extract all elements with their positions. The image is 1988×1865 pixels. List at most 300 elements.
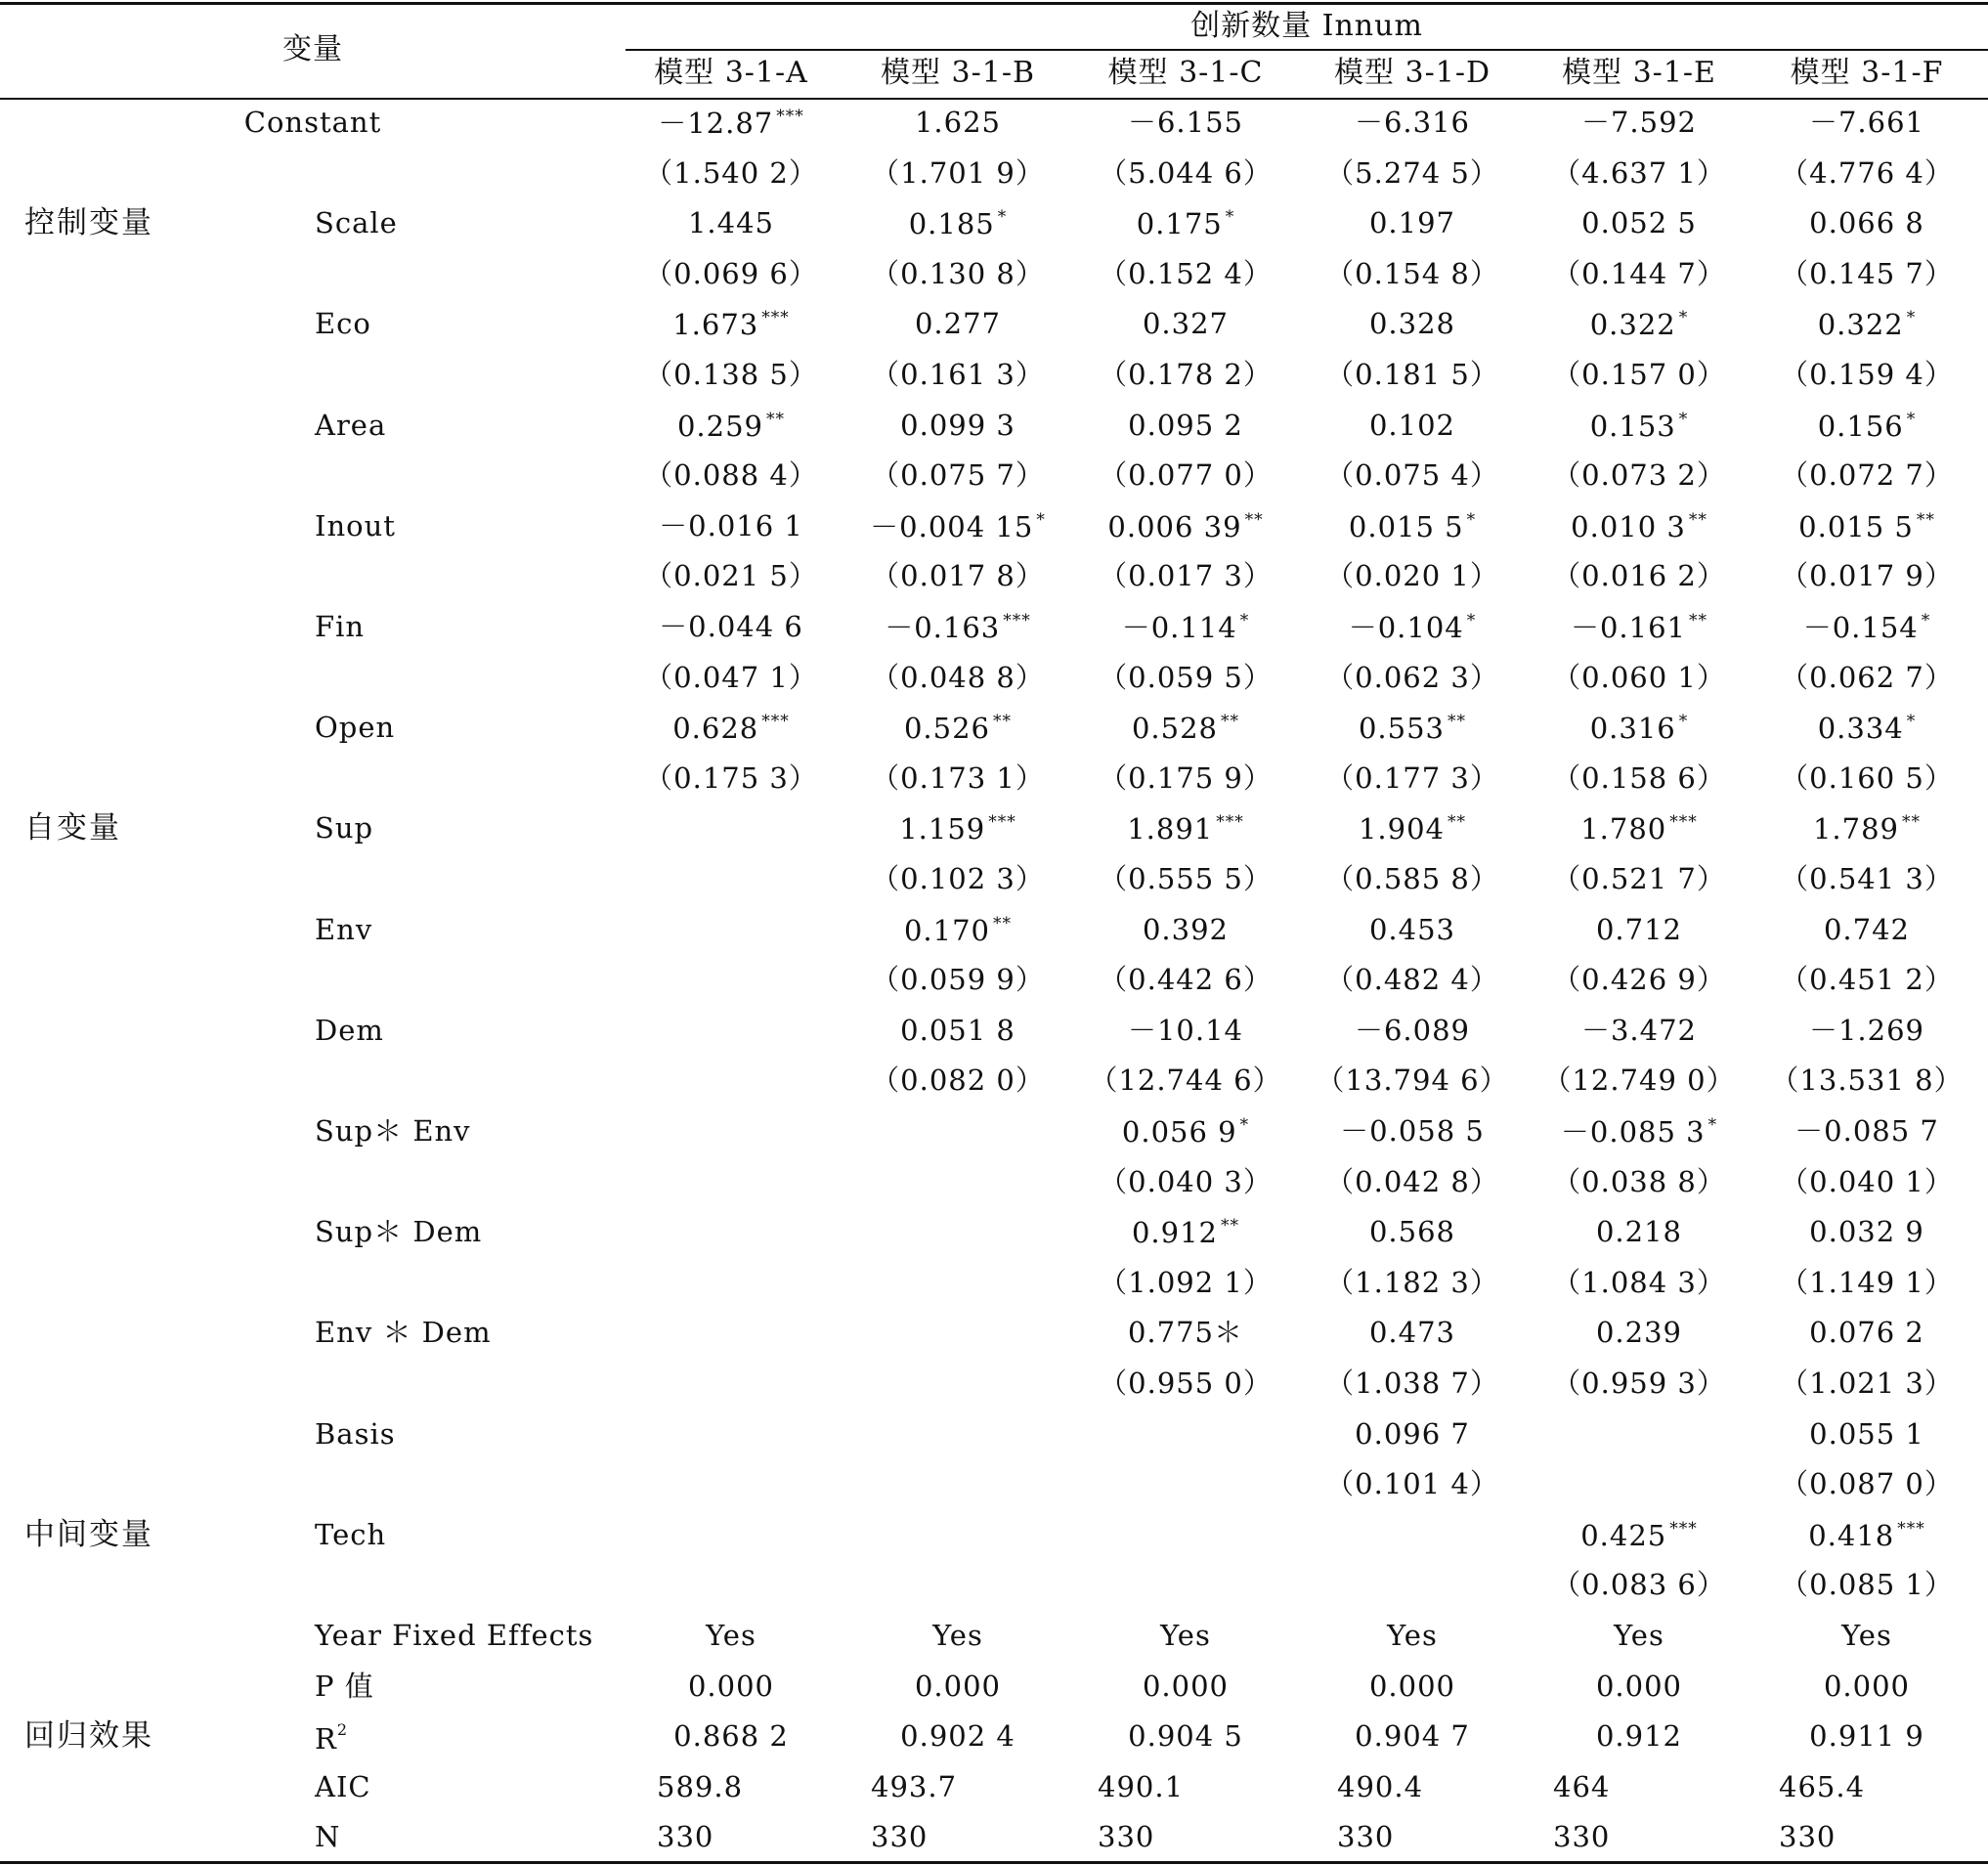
cell-value: （0.088 4）: [644, 458, 818, 493]
cell-value: （0.040 1）: [1780, 1164, 1954, 1198]
table-cell: [1580, 814, 1698, 844]
cell-value: 0.056 9: [1121, 1115, 1237, 1149]
table-cell: [1099, 1164, 1273, 1198]
significance-stars: ***: [1003, 611, 1031, 630]
row-label: [315, 1619, 594, 1652]
table-cell: [1127, 1316, 1244, 1350]
cell-value: （0.077 0）: [1099, 458, 1273, 493]
cell-value: 0.156: [1817, 409, 1904, 443]
significance-stars: ***: [761, 308, 790, 328]
top-rule: [0, 2, 1988, 5]
cell-value: 0.904 7: [1355, 1719, 1470, 1754]
table-cell: [1552, 660, 1726, 694]
cell-value: （0.152 4）: [1099, 256, 1273, 290]
table-cell: [1770, 1063, 1964, 1098]
cell-value: （0.042 8）: [1325, 1164, 1499, 1198]
cell-value: 0.902 4: [900, 1719, 1016, 1754]
table-cell: [900, 1013, 1016, 1047]
row-label: [315, 1669, 374, 1703]
table-cell: [1552, 358, 1726, 391]
cell-value: （0.087 0）: [1780, 1467, 1954, 1501]
row-label-text: R: [315, 1722, 337, 1757]
cell-value: 0.277: [914, 307, 1002, 341]
significance-stars: **: [993, 712, 1013, 732]
cell-value: （0.069 6）: [644, 256, 818, 290]
table-cell: [644, 559, 818, 593]
cell-value: －10.14: [1127, 1013, 1244, 1047]
cell-value: （5.044 6）: [1099, 155, 1273, 190]
cell-value: －7.661: [1808, 106, 1925, 139]
row-label-text: Env: [315, 912, 373, 946]
cell-value: （0.060 1）: [1552, 660, 1726, 694]
cell-value: （0.017 9）: [1780, 559, 1954, 593]
table-cell: [1128, 1719, 1243, 1754]
table-cell: [1368, 307, 1456, 341]
significance-stars: ***: [1669, 1518, 1698, 1539]
cell-value: 1.789: [1812, 812, 1900, 846]
table-cell: [1780, 963, 1954, 997]
table-cell: [1780, 155, 1954, 190]
cell-value: 0.628: [672, 712, 759, 746]
table-cell: [1089, 1063, 1282, 1098]
cell-value: 0.102: [1368, 408, 1456, 442]
row-label-text: Sup＊ Env: [315, 1114, 471, 1148]
cell-value: Yes: [932, 1619, 983, 1652]
cell-value: －0.114: [1121, 611, 1237, 644]
significance-stars: ***: [761, 712, 790, 732]
cell-value: 0.712: [1595, 912, 1683, 946]
significance-stars: ***: [776, 107, 804, 126]
cell-value: 0.066 8: [1809, 206, 1924, 240]
cell-value: 464: [1553, 1769, 1611, 1803]
significance-stars: *: [1678, 712, 1689, 732]
significance-stars: *: [1239, 611, 1250, 630]
table-cell: [1809, 1719, 1924, 1754]
table-cell: [1337, 1820, 1395, 1854]
table-cell: [1354, 1013, 1471, 1047]
cell-value: Yes: [1841, 1619, 1892, 1652]
cell-value: －7.592: [1580, 106, 1698, 139]
table-cell: [1316, 1063, 1509, 1098]
cell-value: （0.073 2）: [1552, 458, 1726, 493]
significance-stars: *: [1906, 409, 1917, 429]
cell-value: －0.163: [885, 611, 1001, 644]
cell-value: （0.047 1）: [644, 660, 818, 694]
table-cell: [1779, 1820, 1837, 1854]
cell-value: 0.096 7: [1355, 1416, 1470, 1451]
table-cell: [1580, 1013, 1698, 1047]
superscript: 2: [336, 1720, 349, 1740]
cell-value: 0.095 2: [1128, 408, 1243, 442]
table-cell: [644, 458, 818, 493]
row-label-text: Year Fixed Effects: [315, 1619, 594, 1652]
cell-value: 1.159: [899, 812, 986, 846]
cell-value: 0.568: [1368, 1215, 1456, 1249]
table-cell: [1122, 1117, 1249, 1147]
cell-value: 0.000: [687, 1669, 775, 1703]
cell-value: 0.015 5: [1798, 509, 1914, 543]
table-cell: [659, 610, 803, 643]
cell-value: （5.274 5）: [1325, 155, 1499, 190]
cell-value: －6.316: [1354, 106, 1471, 139]
row-label: [315, 508, 396, 542]
table-cell: [1552, 862, 1726, 895]
row-label: [315, 1316, 492, 1350]
cell-value: （0.040 3）: [1099, 1164, 1273, 1198]
cell-value: （12.744 6）: [1089, 1063, 1282, 1098]
cell-value: （0.102 3）: [871, 862, 1045, 895]
cell-value: Yes: [1160, 1619, 1211, 1652]
row-label: [315, 1820, 341, 1854]
table-cell: [1780, 358, 1954, 391]
table-cell: [1325, 963, 1499, 997]
table-cell: [1099, 1366, 1273, 1400]
cell-value: （0.145 7）: [1780, 256, 1954, 290]
row-label: [315, 1720, 349, 1757]
table-cell: [1595, 1316, 1683, 1350]
table-cell: [644, 256, 818, 290]
cell-value: 0.099 3: [900, 408, 1016, 442]
table-cell: [1552, 760, 1726, 795]
cell-value: 490.4: [1337, 1769, 1424, 1803]
cell-value: （0.101 4）: [1325, 1467, 1499, 1501]
cell-value: 1.780: [1580, 812, 1667, 846]
table-cell: [659, 508, 803, 542]
cell-value: （0.138 5）: [644, 358, 818, 391]
cell-value: 0.000: [1823, 1669, 1911, 1703]
row-label: [244, 108, 381, 137]
table-cell: [1580, 1518, 1698, 1552]
table-cell: [672, 712, 790, 746]
cell-value: 0.775＊: [1127, 1316, 1244, 1350]
table-cell: [914, 307, 1002, 341]
table-cell: [871, 963, 1045, 997]
cell-value: 330: [1098, 1820, 1155, 1854]
row-label-text: P 值: [315, 1669, 374, 1703]
table-cell: [1823, 912, 1911, 946]
row-label: [315, 408, 387, 442]
header-model-a: 模型 3-1-A: [654, 56, 808, 90]
table-cell: [1813, 814, 1921, 844]
table-cell: [1780, 660, 1954, 694]
table-cell: [914, 1669, 1002, 1703]
cell-value: Yes: [706, 1619, 756, 1652]
cell-value: （1.021 3）: [1780, 1366, 1954, 1400]
header-group-rule: [626, 49, 1988, 51]
table-cell: [1349, 613, 1477, 642]
cell-value: －0.085 3: [1560, 1115, 1706, 1149]
category-label: 回归效果: [24, 1718, 153, 1755]
significance-stars: **: [1221, 1216, 1240, 1236]
table-cell: [1581, 206, 1697, 240]
row-label-text: Fin: [315, 610, 366, 643]
cell-value: 1.445: [687, 206, 775, 240]
cell-value: （0.175 3）: [644, 760, 818, 795]
cell-value: 330: [657, 1820, 714, 1854]
table-cell: [871, 1063, 1045, 1098]
cell-value: －6.155: [1127, 106, 1244, 139]
cell-value: 0.052 5: [1581, 206, 1697, 240]
table-cell: [1571, 613, 1707, 642]
cell-value: （0.075 7）: [871, 458, 1045, 493]
cell-value: 0.912: [1595, 1719, 1683, 1754]
cell-value: 0.076 2: [1809, 1316, 1924, 1350]
table-cell: [687, 206, 775, 240]
cell-value: 0.006 39: [1107, 509, 1242, 543]
significance-stars: **: [1448, 812, 1467, 833]
table-cell: [1368, 1669, 1456, 1703]
cell-value: （1.182 3）: [1325, 1265, 1499, 1299]
cell-value: 0.010 3: [1571, 509, 1686, 543]
table-cell: [1099, 559, 1273, 593]
table-cell: [1808, 1013, 1925, 1047]
table-cell: [1552, 1366, 1726, 1400]
table-cell: [1368, 912, 1456, 946]
cell-value: （1.701 9）: [871, 155, 1045, 190]
table-cell: [1368, 408, 1456, 442]
header-model-b: 模型 3-1-B: [880, 56, 1036, 90]
table-cell: [1325, 358, 1499, 391]
table-cell: [871, 660, 1045, 694]
table-cell: [1552, 1164, 1726, 1198]
cell-value: （12.749 0）: [1542, 1063, 1736, 1098]
row-label-text: Constant: [243, 106, 382, 139]
cell-value: （0.959 3）: [1552, 1366, 1726, 1400]
table-cell: [1368, 1215, 1456, 1249]
table-cell: [1817, 409, 1917, 443]
cell-value: （0.072 7）: [1780, 458, 1954, 493]
table-cell: [909, 209, 1008, 239]
cell-value: 0.000: [1142, 1669, 1230, 1703]
table-cell: [871, 559, 1045, 593]
cell-value: （0.016 2）: [1552, 559, 1726, 593]
table-cell: [1142, 307, 1230, 341]
cell-value: （0.144 7）: [1552, 256, 1726, 290]
cell-value: 0.912: [1131, 1216, 1219, 1250]
cell-value: （0.555 5）: [1099, 862, 1273, 895]
table-cell: [871, 1769, 958, 1803]
cell-value: Yes: [1387, 1619, 1438, 1652]
header-model-f: 模型 3-1-F: [1790, 56, 1944, 90]
table-cell: [1561, 1117, 1717, 1147]
table-cell: [644, 660, 818, 694]
table-cell: [1325, 760, 1499, 795]
table-cell: [657, 1820, 714, 1854]
cell-value: 0.170: [903, 913, 991, 947]
significance-stars: *: [1225, 207, 1235, 228]
table-cell: [1803, 613, 1931, 642]
table-cell: [1325, 1164, 1499, 1198]
cell-value: 0.328: [1368, 307, 1456, 341]
cell-value: （0.062 7）: [1780, 660, 1954, 694]
cell-value: 1.625: [914, 106, 1002, 139]
cell-value: （0.160 5）: [1780, 760, 1954, 795]
table-cell: [1780, 1467, 1954, 1501]
category-label: 控制变量: [24, 205, 153, 241]
table-cell: [644, 155, 818, 190]
table-cell: [1098, 1769, 1185, 1803]
table-cell: [1809, 1215, 1924, 1249]
table-cell: [1142, 1669, 1230, 1703]
table-cell: [1780, 1164, 1954, 1198]
table-cell: [1137, 209, 1235, 239]
row-label: [315, 1517, 387, 1551]
table-cell: [644, 358, 818, 391]
table-cell: [1358, 712, 1467, 746]
cell-value: （1.038 7）: [1325, 1366, 1499, 1400]
cell-value: 0.553: [1358, 712, 1446, 746]
table-cell: [1099, 660, 1273, 694]
table-cell: [1325, 862, 1499, 895]
cell-value: 0.185: [908, 207, 995, 241]
table-cell: [1581, 108, 1697, 137]
table-cell: [1552, 1568, 1726, 1602]
table-cell: [1794, 1114, 1939, 1148]
table-cell: [672, 308, 790, 342]
table-cell: [676, 409, 786, 443]
row-label: [315, 307, 371, 341]
cell-value: （0.075 4）: [1325, 458, 1499, 493]
cell-value: （13.794 6）: [1316, 1063, 1509, 1098]
cell-value: －12.87: [658, 107, 774, 140]
cell-value: 0.218: [1595, 1215, 1683, 1249]
table-cell: [1160, 1619, 1211, 1652]
table-cell: [1552, 256, 1726, 290]
cell-value: 0.322: [1589, 308, 1676, 342]
cell-value: 0.015 5: [1348, 509, 1464, 543]
table-cell: [871, 458, 1045, 493]
cell-value: －1.269: [1808, 1013, 1925, 1047]
table-cell: [1589, 409, 1689, 443]
row-label-text: N: [315, 1820, 341, 1854]
table-cell: [1355, 1416, 1470, 1451]
row-label-text: Eco: [315, 307, 371, 341]
cell-value: 0.911 9: [1809, 1719, 1924, 1754]
table-cell: [706, 1619, 756, 1652]
table-cell: [1809, 1416, 1924, 1451]
cell-value: （0.158 6）: [1552, 760, 1726, 795]
row-label: [315, 711, 396, 745]
cell-value: （0.021 5）: [644, 559, 818, 593]
table-cell: [1817, 712, 1917, 746]
table-cell: [932, 1619, 983, 1652]
row-label: [315, 206, 398, 240]
table-cell: [1595, 1215, 1683, 1249]
significance-stars: **: [1916, 509, 1935, 530]
cell-value: 0.055 1: [1809, 1416, 1924, 1451]
cell-value: 465.4: [1779, 1769, 1866, 1803]
significance-stars: **: [1689, 611, 1708, 630]
cell-value: （1.540 2）: [644, 155, 818, 190]
cell-value: 0.418: [1808, 1518, 1895, 1552]
cell-value: （0.154 8）: [1325, 256, 1499, 290]
row-label-text: Env ＊ Dem: [315, 1316, 492, 1350]
significance-stars: *: [1239, 1115, 1250, 1135]
table-cell: [1340, 1114, 1485, 1148]
table-cell: [903, 913, 1013, 947]
table-cell: [871, 155, 1045, 190]
significance-stars: **: [1688, 509, 1707, 530]
cell-value: （0.038 8）: [1552, 1164, 1726, 1198]
table-cell: [1325, 458, 1499, 493]
header-model-e: 模型 3-1-E: [1562, 56, 1716, 90]
table-cell: [1387, 1619, 1438, 1652]
table-cell: [1355, 108, 1470, 137]
cell-value: 0.259: [676, 409, 764, 443]
table-cell: [900, 1719, 1016, 1754]
table-cell: [1808, 1518, 1925, 1552]
table-cell: [1325, 660, 1499, 694]
table-cell: [1099, 256, 1273, 290]
table-cell: [1128, 108, 1243, 137]
table-cell: [1552, 559, 1726, 593]
cell-value: （0.585 8）: [1325, 862, 1499, 895]
table-cell: [1809, 108, 1924, 137]
cell-value: 0.528: [1131, 712, 1219, 746]
table-cell: [1553, 1820, 1611, 1854]
table-cell: [1359, 814, 1466, 844]
table-cell: [1595, 1669, 1683, 1703]
significance-stars: *: [997, 207, 1008, 228]
table-cell: [1552, 458, 1726, 493]
table-cell: [1355, 1719, 1470, 1754]
cell-value: 0.868 2: [673, 1719, 789, 1754]
significance-stars: ***: [1669, 812, 1698, 833]
cell-value: 0.327: [1142, 307, 1230, 341]
cell-value: （0.130 8）: [871, 256, 1045, 290]
table-cell: [1368, 1316, 1456, 1350]
table-cell: [657, 1769, 744, 1803]
table-cell: [871, 1820, 929, 1854]
cell-value: 0.032 9: [1809, 1215, 1924, 1249]
table-cell: [1780, 256, 1954, 290]
cell-value: （0.157 0）: [1552, 358, 1726, 391]
cell-value: （0.159 4）: [1780, 358, 1954, 391]
significance-stars: *: [1678, 409, 1689, 429]
cell-value: 0.425: [1580, 1518, 1667, 1552]
table-cell: [1780, 458, 1954, 493]
cell-value: －0.058 5: [1340, 1114, 1485, 1148]
table-cell: [1348, 509, 1477, 543]
row-label-text: Area: [315, 408, 387, 442]
table-cell: [1798, 509, 1935, 543]
significance-stars: *: [1707, 1115, 1718, 1135]
table-cell: [1553, 1769, 1611, 1803]
cell-value: 330: [1779, 1820, 1837, 1854]
significance-stars: **: [1902, 812, 1922, 833]
table-cell: [687, 1669, 775, 1703]
significance-stars: *: [1678, 308, 1689, 328]
cell-value: （13.531 8）: [1770, 1063, 1964, 1098]
table-cell: [1337, 1769, 1424, 1803]
table-cell: [1780, 760, 1954, 795]
row-label-text: Inout: [315, 508, 396, 542]
table-cell: [658, 108, 804, 138]
table-cell: [1595, 1719, 1683, 1754]
significance-stars: *: [1921, 611, 1931, 630]
table-cell: [1780, 1366, 1954, 1400]
significance-stars: *: [1906, 712, 1917, 732]
table-cell: [1099, 155, 1273, 190]
table-cell: [1325, 1265, 1499, 1299]
table-cell: [1128, 408, 1243, 442]
table-cell: [1131, 1216, 1240, 1250]
cell-value: （0.181 5）: [1325, 358, 1499, 391]
table-cell: [870, 509, 1046, 543]
cell-value: －0.004 15: [870, 509, 1034, 543]
table-cell: [1325, 256, 1499, 290]
cell-value: （0.059 5）: [1099, 660, 1273, 694]
